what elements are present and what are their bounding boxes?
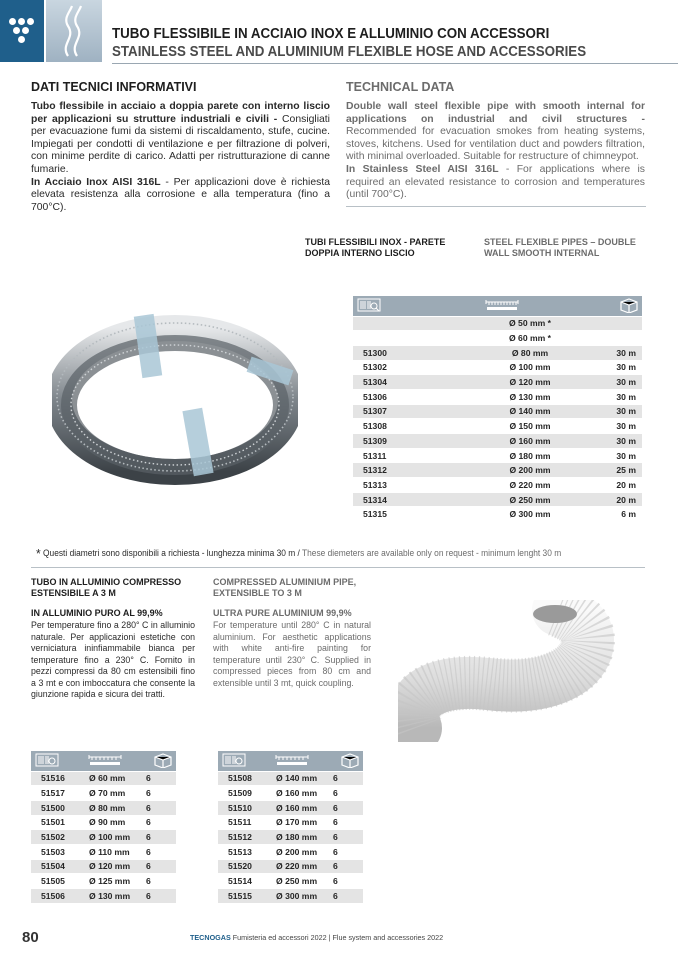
alu-section-en (213, 577, 371, 689)
product-code: 51505 (31, 874, 85, 889)
diameter: Ø 200 mm (471, 463, 589, 478)
tech-heading-it: DATI TECNICI INFORMATIVI (31, 80, 197, 94)
table-row (353, 375, 642, 390)
table-row (31, 844, 176, 859)
product-code: 51307 (353, 404, 471, 419)
steel-pipes-table (353, 296, 642, 522)
product-code: 51503 (31, 844, 85, 859)
diameter: Ø 125 mm (85, 874, 143, 889)
tech-paragraph2-en (346, 164, 645, 202)
header-divider (112, 63, 678, 64)
alu-title-en: COMPRESSED ALUMINIUM PIPE, EXTENSIBLE TO 3 M (213, 577, 357, 598)
table-row (31, 786, 176, 801)
product-code: 51502 (31, 830, 85, 845)
aluminium-hose-image (398, 600, 634, 742)
product-code: 51308 (353, 419, 471, 434)
table-row (218, 786, 363, 801)
table-row (353, 507, 642, 522)
footnote-star: * (36, 546, 41, 561)
diameter: Ø 140 mm (471, 404, 589, 419)
footnote-divider (31, 567, 645, 568)
diameter: Ø 250 mm (272, 874, 330, 889)
diameter: Ø 60 mm * (471, 331, 589, 346)
pack-size: 30 m (589, 404, 642, 419)
pack-size: 6 (143, 786, 176, 801)
table-row (31, 830, 176, 845)
table-row (218, 844, 363, 859)
pack-size: 20 m (589, 478, 642, 493)
footer-text (190, 933, 443, 942)
tech-paragraph-it (31, 101, 330, 177)
product-code: 51513 (218, 844, 272, 859)
table-row (353, 478, 642, 493)
table-header-row (353, 296, 642, 316)
steel-caption-it: TUBI FLESSIBILI INOX - PARETE DOPPIA INTERNO LISCIO (305, 237, 446, 258)
steel-caption-en: STEEL FLEXIBLE PIPES – DOUBLE WALL SMOOTH INTERNAL (484, 237, 636, 258)
product-code: 51510 (218, 800, 272, 815)
table-row (353, 434, 642, 449)
product-code: 51512 (218, 830, 272, 845)
table-row (31, 889, 176, 904)
diameter: Ø 60 mm (85, 771, 143, 786)
product-code: 51508 (218, 771, 272, 786)
alu-subtitle-it: IN ALLUMINIO PURO AL 99,9% (31, 608, 163, 618)
barcode-icon (356, 297, 382, 315)
code-column-header (218, 751, 272, 771)
smoke-icon (46, 0, 102, 62)
product-code: 51506 (31, 889, 85, 904)
footnote-it: Questi diametri sono disponibili a richiesta - lunghezza minima 30 m / (43, 548, 300, 558)
tech-p1-bold-en: Double wall steel flexible pipe with smooth internal for applications on industrial and civil structures - (346, 101, 645, 125)
product-code: 51311 (353, 448, 471, 463)
page-title-en: STAINLESS STEEL AND ALUMINIUM FLEXIBLE HOSE AND ACCESSORIES (112, 44, 587, 60)
pack-size: 6 (330, 786, 363, 801)
product-code: 51313 (353, 478, 471, 493)
pack-size: 6 (143, 800, 176, 815)
diameter: Ø 170 mm (272, 815, 330, 830)
table-row (353, 345, 642, 360)
code-column-header (353, 296, 471, 316)
pack-column-header (589, 296, 642, 316)
diameter: Ø 250 mm (471, 492, 589, 507)
diameter: Ø 160 mm (272, 800, 330, 815)
table-header-row (218, 751, 363, 771)
pack-size: 6 m (589, 507, 642, 522)
pack-size: 6 (330, 844, 363, 859)
package-icon (153, 752, 173, 770)
package-icon (619, 297, 639, 315)
diameter: Ø 80 mm (471, 345, 589, 360)
footer-caption: Fumisteria ed accessori 2022 | Flue system and accessories 2022 (230, 933, 444, 942)
pack-size: 30 m (589, 375, 642, 390)
table-row (353, 360, 642, 375)
tech-p2-bold-en: In Stainless Steel AISI 316L (346, 163, 499, 175)
product-code: 51509 (218, 786, 272, 801)
table-row (218, 874, 363, 889)
code-column-header (31, 751, 85, 771)
tech-heading-en: TECHNICAL DATA (346, 80, 455, 94)
table-row (353, 316, 642, 331)
pack-size: 6 (143, 889, 176, 904)
diameter: Ø 50 mm * (471, 316, 589, 331)
diameter: Ø 300 mm (272, 889, 330, 904)
pack-size (589, 316, 642, 331)
product-code (353, 316, 471, 331)
diameter: Ø 220 mm (272, 859, 330, 874)
alu-text-it: Per temperature fino a 280° C in alluminio naturale. Per applicazioni estetiche con verniciatura ininfiammabile bianca per temperature fino a 230° C. Fornito in pezzi compressi da 80 cm estensibili fino a 3 mt e con imboccatura che consente la giunzione rapida e sicura dei tratti. (31, 620, 195, 699)
table-row (353, 448, 642, 463)
pack-column-header (330, 751, 363, 771)
table-row (353, 419, 642, 434)
footnote (36, 546, 561, 561)
table-row (353, 331, 642, 346)
pack-size: 6 (143, 874, 176, 889)
pack-size: 20 m (589, 492, 642, 507)
product-code: 51514 (218, 874, 272, 889)
table-row (218, 771, 363, 786)
table-row (353, 389, 642, 404)
barcode-icon (221, 752, 247, 770)
footer-brand: TECNOGAS (190, 933, 231, 942)
product-code: 51302 (353, 360, 471, 375)
product-code: 51504 (31, 859, 85, 874)
alu-text-en: For temperature until 280° C in natural aluminium. For aesthetic applications with white anti-fire painting for temperature until 230° C. Supplied in compressed pieces from 80 cm and extensible until 3 mt, quick coupling. (213, 620, 371, 688)
ruler-icon (485, 298, 519, 314)
diameter: Ø 120 mm (85, 859, 143, 874)
package-icon (340, 752, 360, 770)
barcode-icon (34, 752, 60, 770)
product-code: 51314 (353, 492, 471, 507)
product-code: 51516 (31, 771, 85, 786)
tech-p2-text-en: - For applications where is required an elevated resistance to corrosion and temperatures (until 700°C). (346, 163, 645, 201)
diameter: Ø 200 mm (272, 844, 330, 859)
pack-size: 6 (330, 830, 363, 845)
diameter: Ø 130 mm (471, 389, 589, 404)
table-row (218, 889, 363, 904)
product-code: 51511 (218, 815, 272, 830)
pack-size (589, 331, 642, 346)
product-code: 51304 (353, 375, 471, 390)
tech-paragraph-en (346, 101, 645, 164)
tech-p1-text-en: Recommended for evacuation smokes from heating systems, stoves, kitchens. Used for ventilation duct and powders filtration, with minimal overloaded. Suitable for restructure of chimneypot. (346, 126, 645, 163)
pack-size: 6 (330, 815, 363, 830)
tech-paragraph2-it (31, 177, 330, 215)
diameter: Ø 130 mm (85, 889, 143, 904)
diameter: Ø 300 mm (471, 507, 589, 522)
pack-size: 6 (143, 859, 176, 874)
alu-table-right (218, 751, 363, 904)
diameter: Ø 160 mm (272, 786, 330, 801)
pack-size: 6 (143, 771, 176, 786)
product-code: 51517 (31, 786, 85, 801)
tech-p1-text-it: Consigliati per evacuazione fumi da sistemi di riscaldamento, stufe, cucine. Impiegati per condotti di ventilazione e per filtrazione di polveri, con minime perdite di carico. Adatti per ristrutturazione di canne fumarie. (31, 113, 330, 175)
diameter: Ø 140 mm (272, 771, 330, 786)
table-row (31, 771, 176, 786)
table-row (218, 815, 363, 830)
table-row (218, 859, 363, 874)
pack-size: 6 (330, 889, 363, 904)
product-code: 51309 (353, 434, 471, 449)
table-row (218, 830, 363, 845)
product-code: 51520 (218, 859, 272, 874)
diameter: Ø 100 mm (85, 830, 143, 845)
diameter: Ø 70 mm (85, 786, 143, 801)
product-code: 51501 (31, 815, 85, 830)
table-row (31, 800, 176, 815)
table-row (218, 800, 363, 815)
diameter-column-header (471, 296, 589, 316)
product-code: 51312 (353, 463, 471, 478)
diameter: Ø 180 mm (272, 830, 330, 845)
page-title-it: TUBO FLESSIBILE IN ACCIAIO INOX E ALLUMINIO CON ACCESSORI (112, 26, 550, 42)
page-number: 80 (22, 929, 39, 946)
product-code (353, 331, 471, 346)
product-code: 51515 (218, 889, 272, 904)
pack-size: 6 (330, 859, 363, 874)
product-code: 51306 (353, 389, 471, 404)
tech-p2-text-it: - Per applicazioni dove è richiesta elevata resistenza alla corrosione e alla temperatura (fino a 700°C). (31, 176, 330, 213)
table-row (31, 874, 176, 889)
steel-hose-image (52, 305, 298, 490)
pack-size: 30 m (589, 360, 642, 375)
table-header-row (31, 751, 176, 771)
diameter-column-header (272, 751, 330, 771)
diameter: Ø 100 mm (471, 360, 589, 375)
pack-size: 30 m (589, 419, 642, 434)
tech-section-en (346, 80, 645, 202)
table-row (353, 463, 642, 478)
tech-section-it (31, 80, 330, 214)
section-divider (346, 206, 646, 207)
alu-title-it: TUBO IN ALLUMINIO COMPRESSO ESTENSIBILE A 3 M (31, 577, 182, 598)
alu-subtitle-en: ULTRA PURE ALUMINIUM 99,9% (213, 608, 352, 618)
table-row (31, 815, 176, 830)
pack-size: 30 m (589, 434, 642, 449)
alu-section-it (31, 577, 195, 701)
table-row (31, 859, 176, 874)
pack-size: 6 (143, 844, 176, 859)
product-code: 51315 (353, 507, 471, 522)
ruler-icon (275, 753, 309, 769)
brand-logo (0, 0, 44, 62)
diameter: Ø 80 mm (85, 800, 143, 815)
product-code: 51300 (353, 345, 471, 360)
footnote-en: These diemeters are available only on request - minimum lenght 30 m (299, 548, 562, 558)
diameter: Ø 160 mm (471, 434, 589, 449)
pack-size: 30 m (589, 345, 642, 360)
diameter-column-header (85, 751, 143, 771)
pack-size: 6 (330, 800, 363, 815)
diameter: Ø 110 mm (85, 844, 143, 859)
pack-size: 25 m (589, 463, 642, 478)
diameter: Ø 180 mm (471, 448, 589, 463)
pack-size: 6 (143, 830, 176, 845)
table-row (353, 404, 642, 419)
alu-table-left (31, 751, 176, 904)
pack-size: 6 (330, 771, 363, 786)
tech-p1-bold-it: Tubo flessibile in acciaio a doppia parete con interno liscio per applicazioni su strutture industriali e civili - (31, 101, 330, 125)
pack-column-header (143, 751, 176, 771)
diameter: Ø 120 mm (471, 375, 589, 390)
product-code: 51500 (31, 800, 85, 815)
pack-size: 6 (143, 815, 176, 830)
ruler-icon (88, 753, 122, 769)
pack-size: 30 m (589, 389, 642, 404)
table-row (353, 492, 642, 507)
tech-p2-bold-it: In Acciaio Inox AISI 316L (31, 176, 161, 188)
diameter: Ø 220 mm (471, 478, 589, 493)
diameter: Ø 90 mm (85, 815, 143, 830)
diameter: Ø 150 mm (471, 419, 589, 434)
pack-size: 6 (330, 874, 363, 889)
pack-size: 30 m (589, 448, 642, 463)
